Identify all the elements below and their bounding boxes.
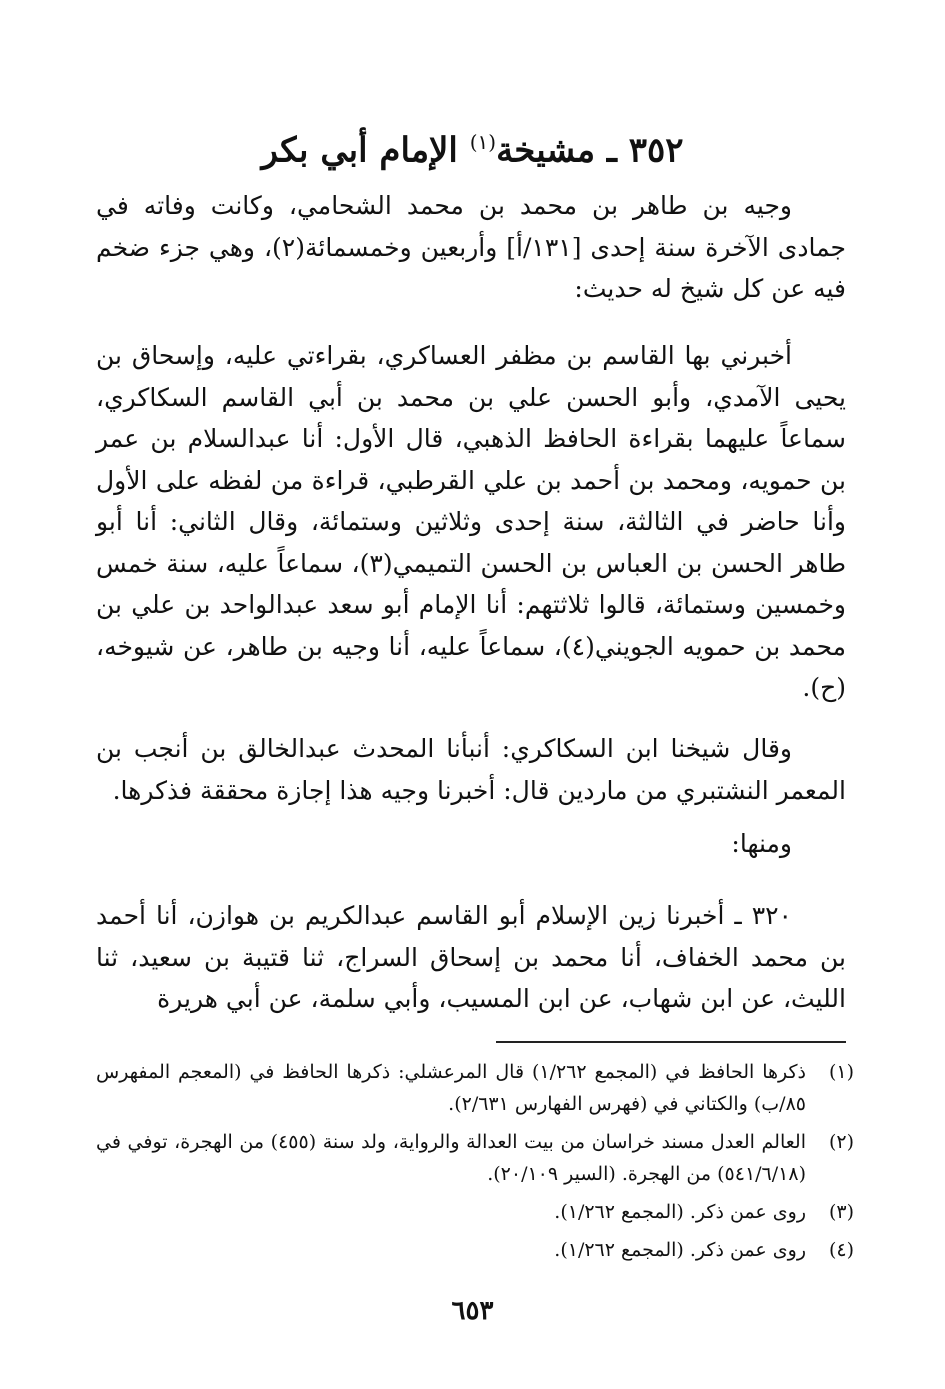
footnote-text: العالم العدل مسند خراسان من بيت العدالة والرواية، ولد سنة (٤٥٥) من الهجرة، توفي في (٥٤١/٦/١٨) من الهجرة. (السير ٢٠/١٠٩). — [96, 1131, 806, 1185]
footnote — [96, 1126, 854, 1190]
footnote-divider — [496, 1041, 846, 1043]
paragraph-text: وقال شيخنا ابن السكاكري: أنبأنا المحدث عبدالخالق بن أنجب بن المعمر النشتبري من ماردين قال: أخبرنا وجيه هذا إجازة محققة فذكرها. — [96, 734, 846, 805]
footnote-text: روى عمن ذكر. (المجمع ١/٢٦٢). — [554, 1239, 806, 1261]
title-number: ٣٥٢ ـ مشيخة — [496, 130, 684, 171]
footnote-text: روى عمن ذكر. (المجمع ١/٢٦٢). — [554, 1201, 806, 1223]
footnote — [96, 1196, 854, 1228]
paragraph-text: ٣٢٠ ـ أخبرنا زين الإسلام أبو القاسم عبدالكريم بن هوازن، أنا أحمد بن محمد الخفاف، أنا محمد بن إسحاق السراج، ثنا قتيبة بن سعيد، ثنا الليث، عن ابن شهاب، عن ابن المسيب، وأبي سلمة، عن أبي هريرة — [96, 901, 846, 1013]
footnote-text: ذكرها الحافظ في (المجمع ١/٢٦٢) قال المرعشلي: ذكرها الحافظ في (المعجم المفهرس ٨٥/ب) والكتاني في (فهرس الفهارس ٢/٦٣١). — [96, 1061, 806, 1115]
paragraph-text: ومنها: — [731, 829, 792, 858]
footnote-number: (١) — [828, 1061, 854, 1083]
hadith-entry — [96, 895, 846, 1020]
footnote — [96, 1056, 854, 1120]
footnote — [96, 1234, 854, 1266]
paragraph-text: أخبرني بها القاسم بن مظفر العساكري، بقراءتي عليه، وإسحاق بن يحيى الآمدي، وأبو الحسن علي بن محمد بن أبي القاسم السكاكري، سماعاً عليهما بقراءة الحافظ الذهبي، قال الأول: أنا عبدالسلام بن عمر بن حمويه، ومحمد بن أحمد بن علي القرطبي، قراءة من لفظه على الأول وأنا حاضر في الثالثة، سنة إحدى وثلاثين وستمائة، وقال الثاني: أنا أبو طاهر الحسن بن العباس بن الحسن التميمي(٣)، سماعاً عليه، سنة خمس وخمسين وستمائة، قالوا ثلاثتهم: أنا الإمام أبو سعد عبدالواحد بن علي بن محمد بن حمويه الجويني(٤)، سماعاً عليه، أنا وجيه بن طاهر، عن شيوخه، (ح). — [96, 341, 847, 702]
paragraph-ijaza — [96, 728, 846, 811]
footnotes — [96, 1056, 854, 1272]
title-text: الإمام أبي بكر — [261, 130, 470, 171]
paragraph-isnad — [96, 335, 846, 709]
paragraph-intro — [96, 185, 846, 310]
paragraph-text: وجيه بن طاهر بن محمد بن محمد الشحامي، وكانت وفاته في جمادى الآخرة سنة إحدى [١٣١/أ] وأربعين وخمسمائة(٢)، وهي جزء ضخم فيه عن كل شيخ له حديث: — [96, 191, 846, 303]
footnote-number: (٢) — [828, 1131, 854, 1153]
footnote-number: (٣) — [828, 1201, 854, 1223]
section-title — [0, 118, 945, 174]
title-footnote-ref: (١) — [469, 130, 497, 154]
footnote-number: (٤) — [828, 1239, 854, 1261]
page-number: ٦٥٣ — [451, 1296, 494, 1326]
paragraph-minha — [96, 823, 846, 865]
